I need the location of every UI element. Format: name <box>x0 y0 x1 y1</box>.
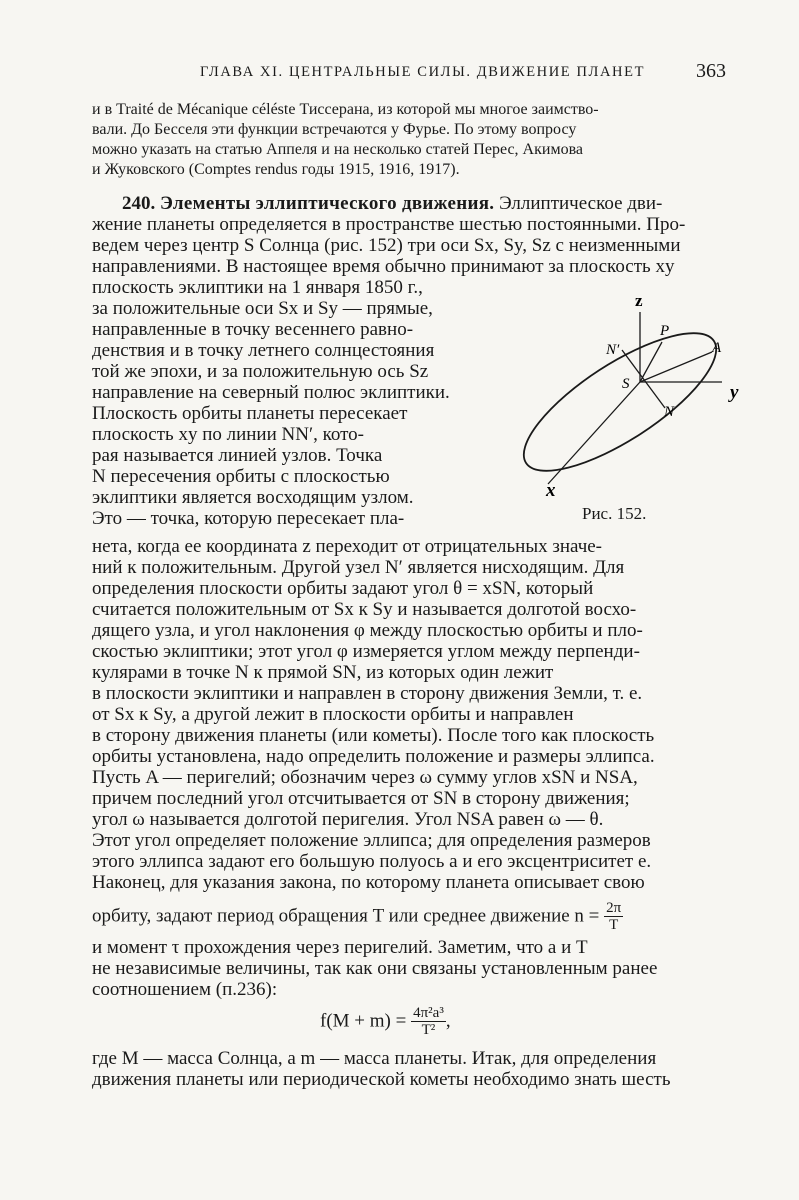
text-line: определения плоскости орбиты задают угол θ = xSN, который <box>92 578 594 599</box>
text-line: направленные в точку весеннего равно- <box>92 319 414 340</box>
orbit-diagram <box>490 290 760 500</box>
text-line: причем последний угол отсчитывается от SN в сторону движения; <box>92 788 630 809</box>
text-line: в плоскости эклиптики и направлен в сторону движения Земли, т. е. <box>92 683 643 704</box>
text-line: соотношением (п.236): <box>92 979 278 1000</box>
footnote-line: вали. До Бесселя эти функции встречаются у Фурье. По этому вопросу <box>92 121 577 138</box>
text-line: Это — точка, которую пересекает пла- <box>92 508 405 529</box>
footnote-line: можно указать на статью Аппеля и на несколько статей Перес, Акимова <box>92 141 584 158</box>
text-line: считается положительным от Sx к Sy и называется долготой восхо- <box>92 599 637 620</box>
fraction-mean-motion <box>604 900 623 934</box>
formula-tail: , <box>445 1010 451 1032</box>
text-line: орбиты установлена, надо определить положение и размеры эллипса. <box>92 746 655 767</box>
fraction-denominator: T <box>609 917 619 933</box>
figure-caption: Рис. 152. <box>582 504 647 523</box>
text-line: и момент τ прохождения через перигелий. Заметим, что a и T <box>92 937 588 958</box>
label-a: A <box>712 340 722 356</box>
label-n: N <box>664 404 675 420</box>
text-line: Пусть A — перигелий; обозначим через ω сумму углов xSN и NSA, <box>92 767 638 788</box>
text-line: той же эпохи, и за положительную ось Sz <box>92 361 429 382</box>
section-number: 240. <box>122 193 156 214</box>
text-line: за положительные оси Sx и Sy — прямые, <box>92 298 433 319</box>
text-run: орбиту, задают период обращения T или среднее движение n = <box>92 905 600 927</box>
text-line: ний к положительным. Другой узел N′ является нисходящим. Для <box>92 557 625 578</box>
section-title: Элементы эллиптического движения. <box>160 193 495 214</box>
label-p: P <box>660 323 670 339</box>
label-z: z <box>635 291 643 310</box>
section-heading <box>122 193 662 214</box>
footnote-line: и в Traité de Mécanique céléste Тиссерана, из которой мы многое заимство- <box>92 101 599 118</box>
page-number: 363 <box>696 60 726 82</box>
text-line: Наконец, для указания закона, по которому планета описывает свою <box>92 872 645 893</box>
text-line: N пересечения орбиты с плоскостью <box>92 466 390 487</box>
text-line: эклиптики является восходящим узлом. <box>92 487 414 508</box>
formula-fraction <box>411 1005 446 1039</box>
text-line: направление на северный полюс эклиптики. <box>92 382 450 403</box>
label-n-prime: N′ <box>606 342 620 358</box>
fraction-denominator: T² <box>421 1022 436 1038</box>
text-line: скостью эклиптики; этот угол φ измеряется углом между перпенди- <box>92 641 640 662</box>
text-line: направлениями. В настоящее время обычно принимают за плоскость xy <box>92 256 675 277</box>
line-s-p <box>640 342 662 382</box>
text-line: нета, когда ее координата z переходит от отрицательных значе- <box>92 536 603 557</box>
text-line: где M — масса Солнца, а m — масса планеты. Итак, для определения <box>92 1048 657 1069</box>
text-line: движения планеты или периодической кометы необходимо знать шесть <box>92 1069 671 1090</box>
text-line: кулярами в точке N к прямой SN, из которых один лежит <box>92 662 554 683</box>
text-run: Эллиптическое дви- <box>499 193 663 214</box>
running-header <box>92 62 732 88</box>
label-y: y <box>730 382 739 403</box>
text-line: дящего узла, и угол наклонения φ между плоскостью орбиты и пло- <box>92 620 643 641</box>
text-line: Этот угол определяет положение эллипса; для определения размеров <box>92 830 651 851</box>
fraction-numerator: 2π <box>606 900 622 916</box>
formula-lhs: f(M + m) = <box>320 1010 407 1032</box>
text-line: ведем через центр S Солнца (рис. 152) три оси Sx, Sy, Sz с неизменными <box>92 235 681 256</box>
text-line: в сторону движения планеты (или кометы). После того как плоскость <box>92 725 655 746</box>
chapter-title: ГЛАВА XI. ЦЕНТРАЛЬНЫЕ СИЛЫ. ДВИЖЕНИЕ ПЛАНЕТ <box>200 64 646 80</box>
text-line: плоскость xy по линии NN′, кото- <box>92 424 365 445</box>
text-line: жение планеты определяется в пространстве шестью постоянными. Про- <box>92 214 686 235</box>
text-line: рая называется линией узлов. Точка <box>92 445 383 466</box>
text-line: не независимые величины, так как они связаны установленным ранее <box>92 958 658 979</box>
text-line: этого эллипса задают его большую полуось a и его эксцентриситет e. <box>92 851 652 872</box>
fraction-numerator: 4π²a³ <box>413 1005 444 1021</box>
footnote-line: и Жуковского (Comptes rendus годы 1915, 1916, 1917). <box>92 161 460 178</box>
text-line: Плоскость орбиты планеты пересекает <box>92 403 408 424</box>
text-line: угол ω называется долготой перигелия. Угол NSA равен ω — θ. <box>92 809 604 830</box>
label-s: S <box>622 376 630 392</box>
label-x: x <box>546 480 556 500</box>
text-line-with-fraction <box>92 900 623 934</box>
text-line: от Sx к Sy, а другой лежит в плоскости орбиты и направлен <box>92 704 574 725</box>
figure-152 <box>490 290 760 530</box>
text-line: денствия и в точку летнего солнцестояния <box>92 340 435 361</box>
text-line: плоскость эклиптики на 1 января 1850 г., <box>92 277 423 298</box>
orbit-ellipse <box>505 309 734 495</box>
line-s-a <box>640 352 712 382</box>
